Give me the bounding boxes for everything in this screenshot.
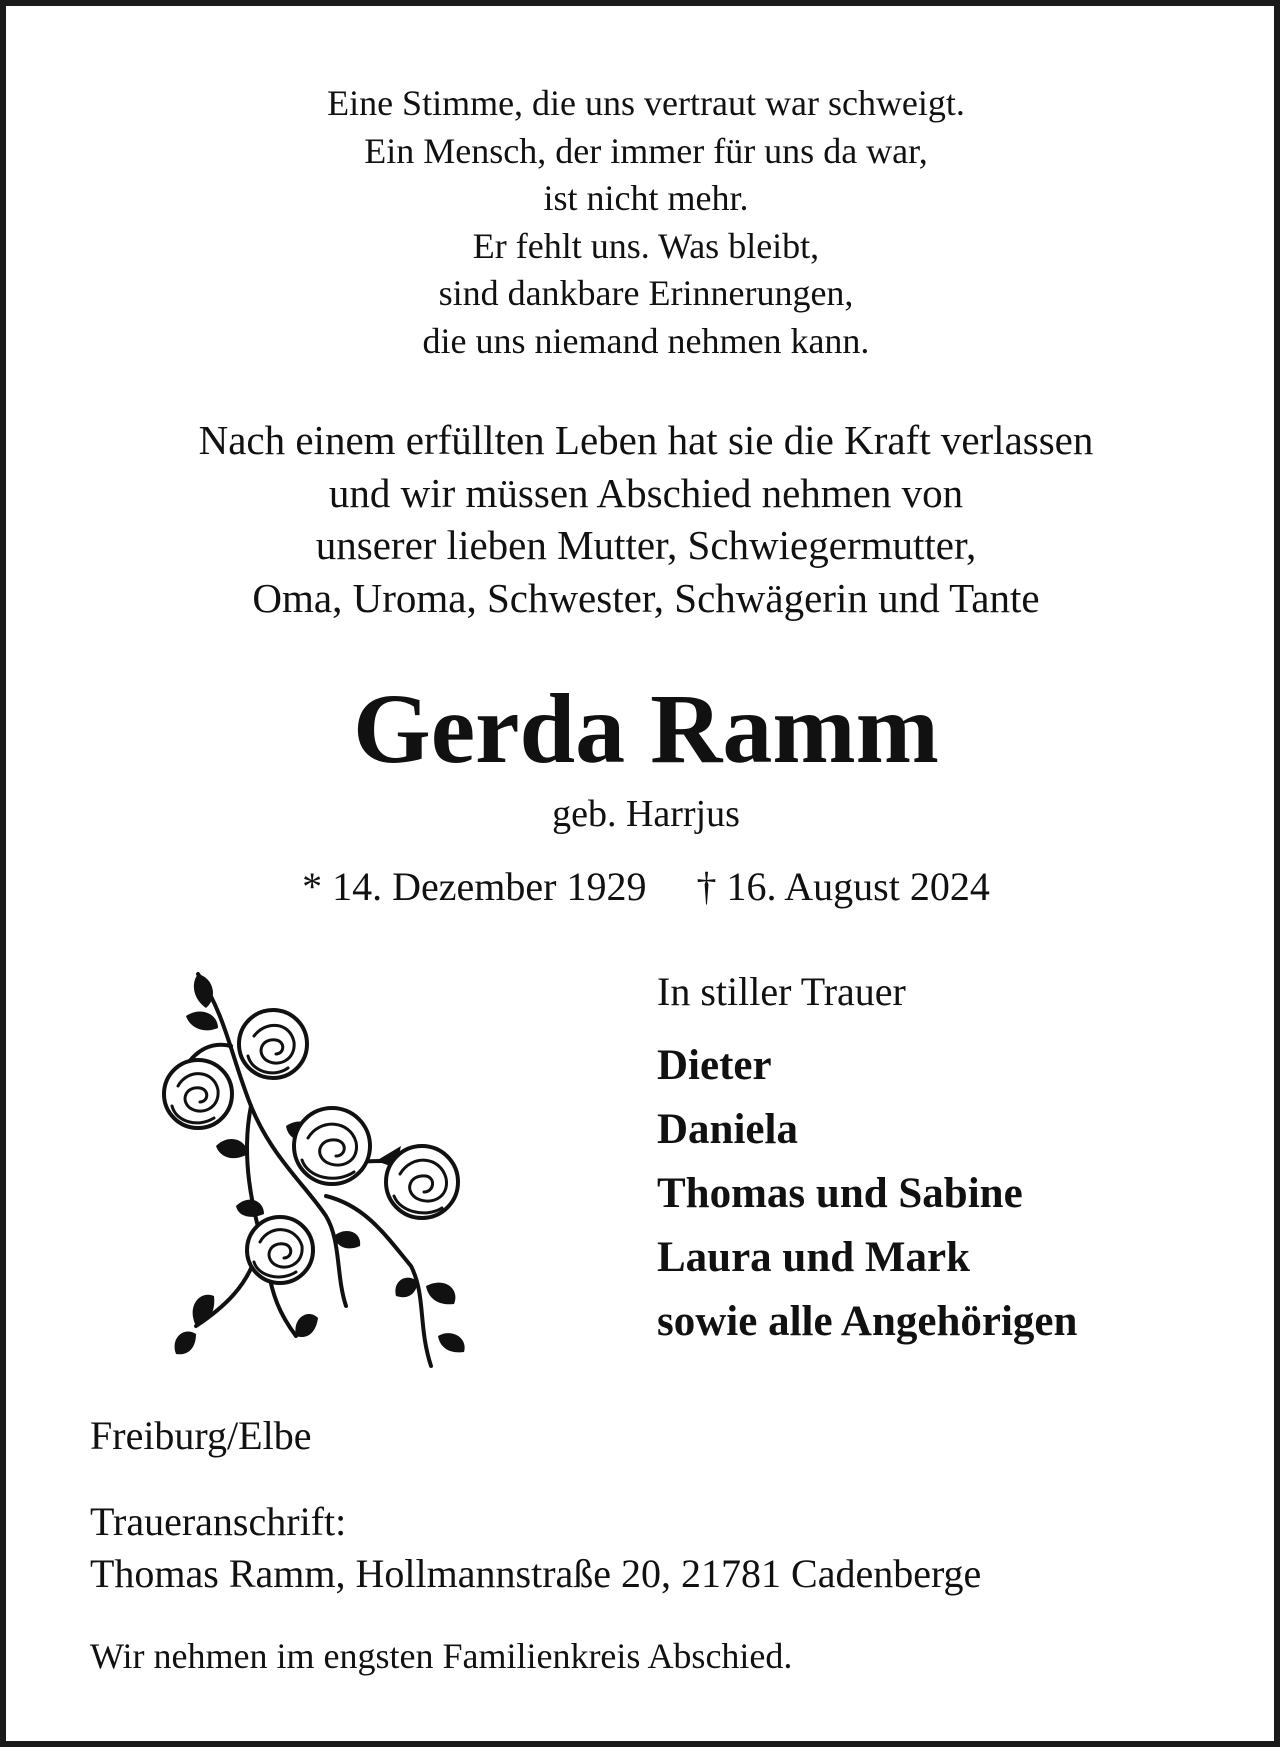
poem-line: Ein Mensch, der immer für uns da war, xyxy=(364,130,928,171)
mourners-block xyxy=(657,968,1257,1354)
intro-line: und wir müssen Abschied nehmen von xyxy=(328,469,964,516)
place: Freiburg/Elbe xyxy=(90,1413,312,1458)
intro-text xyxy=(6,414,1280,624)
intro-line: Nach einem erfüllten Leben hat sie die Kraft verlassen xyxy=(198,417,1094,463)
family-name: Daniela xyxy=(657,1106,798,1153)
poem-line: Er fehlt uns. Was bleibt, xyxy=(472,225,820,266)
deceased-name: Gerda Ramm xyxy=(353,673,939,784)
poem-line: ist nicht mehr. xyxy=(543,178,749,218)
poem-line: die uns niemand nehmen kann. xyxy=(422,320,870,361)
family-name: Thomas und Sabine xyxy=(657,1170,1023,1217)
poem-line: sind dankbare Erinnerungen, xyxy=(438,273,854,313)
roses-illustration-icon xyxy=(156,956,506,1376)
farewell-note: Wir nehmen im engsten Familienkreis Abschied. xyxy=(90,1636,793,1676)
poem-line: Eine Stimme, die uns vertraut war schweigt. xyxy=(327,83,965,123)
maiden-name: geb. Harrjus xyxy=(552,793,740,835)
family-name: sowie alle Angehörigen xyxy=(657,1298,1078,1345)
family-name: Laura und Mark xyxy=(657,1234,971,1281)
poem xyxy=(6,80,1280,365)
intro-line: Oma, Uroma, Schwester, Schwägerin und Tante xyxy=(252,574,1040,621)
address-label: Traueranschrift: xyxy=(90,1499,347,1544)
intro-line: unserer lieben Mutter, Schwiegermutter, xyxy=(315,522,977,568)
birth-date: * 14. Dezember 1929 xyxy=(302,864,647,909)
life-dates xyxy=(6,863,1280,911)
mourning-label: In stiller Trauer xyxy=(657,969,906,1014)
mourning-address: Thomas Ramm, Hollmannstraße 20, 21781 Cadenberge xyxy=(90,1551,982,1596)
family-name: Dieter xyxy=(657,1042,772,1089)
family-names xyxy=(657,1034,1257,1354)
death-date: † 16. August 2024 xyxy=(696,864,990,909)
